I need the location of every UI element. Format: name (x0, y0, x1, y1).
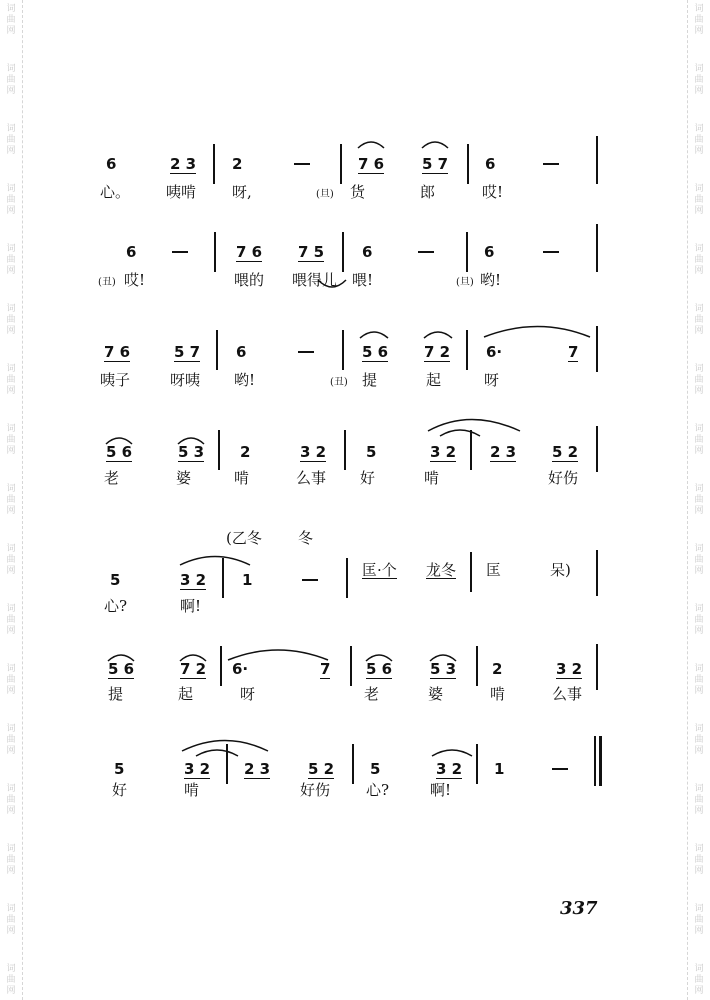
note: 5 (366, 443, 377, 461)
watermark-text: 词 曲 网 (694, 244, 704, 276)
watermark-text: 词 曲 网 (6, 124, 16, 156)
barline (596, 224, 598, 272)
note: 6· (486, 343, 503, 361)
note: 7 2 (180, 660, 207, 678)
watermark-text: 词 曲 网 (6, 664, 16, 696)
barline (470, 552, 472, 592)
barline (596, 426, 598, 472)
slur (196, 750, 238, 756)
lyric: 婆 (176, 469, 192, 487)
watermark-text: 词 曲 网 (694, 784, 704, 816)
watermark-text: 词 曲 网 (694, 844, 704, 876)
watermark-text: 词 曲 网 (6, 784, 16, 816)
sustain-dash (302, 579, 318, 581)
watermark-text: 词 曲 网 (6, 4, 16, 36)
note: 2 (232, 155, 243, 173)
note: 5 (110, 571, 121, 589)
slur (484, 327, 590, 338)
lyric: 提 (362, 371, 378, 389)
note: 5 7 (174, 343, 201, 361)
watermark-text: 词 曲 网 (6, 184, 16, 216)
watermark-text: 词 曲 网 (694, 904, 704, 936)
barline (216, 330, 218, 370)
barline (222, 558, 224, 598)
note: 6 (236, 343, 247, 361)
watermark-text: 词 曲 网 (6, 844, 16, 876)
note: 7 (568, 343, 579, 361)
percussion-text: 冬 (298, 529, 314, 547)
note: 3 2 (556, 660, 583, 678)
sustain-dash (298, 351, 314, 353)
note: 1 (242, 571, 253, 589)
watermark-text: 词 曲 网 (694, 124, 704, 156)
slur (424, 332, 452, 338)
percussion-text: (乙冬 (226, 529, 262, 547)
slur (428, 420, 520, 432)
sustain-dash (172, 251, 188, 253)
sustain-dash (543, 251, 559, 253)
note: 7 5 (298, 243, 325, 261)
watermark-text: 词 曲 网 (6, 244, 16, 276)
note: 6· (232, 660, 249, 678)
lyric: 啊! (180, 597, 202, 615)
watermark-text: 词 曲 网 (6, 964, 16, 996)
lyric: 呀 (240, 685, 256, 703)
sustain-dash (294, 163, 310, 165)
note: 6 (485, 155, 496, 173)
lyric: 起 (178, 685, 194, 703)
lyric: 么事 (552, 685, 583, 703)
note: 3 2 (430, 443, 457, 461)
page-number: 337 (560, 898, 598, 919)
watermark-text: 词 曲 网 (694, 424, 704, 456)
lyric: 呀 (484, 371, 500, 389)
watermark-text: 词 曲 网 (6, 64, 16, 96)
barline (340, 144, 342, 184)
barline (596, 136, 598, 184)
barline (342, 330, 344, 370)
final-barline (594, 736, 596, 786)
watermark-text: 词 曲 网 (694, 184, 704, 216)
lyric: 起 (426, 371, 442, 389)
note: 6 (484, 243, 495, 261)
note: 5 6 (366, 660, 393, 678)
barline (476, 646, 478, 686)
watermark-text: 词 曲 网 (694, 484, 704, 516)
lyric: 哎! (482, 183, 504, 201)
note: 5 3 (430, 660, 457, 678)
barline (218, 430, 220, 470)
lyric: 郎 (420, 183, 436, 201)
note: 7 (320, 660, 331, 678)
percussion-text: 呆) (550, 561, 571, 579)
note: 7 6 (104, 343, 131, 361)
barline (342, 232, 344, 272)
lyric: 提 (108, 685, 124, 703)
note: 5 7 (422, 155, 449, 173)
note: 2 (492, 660, 503, 678)
watermark-text: 词 曲 网 (694, 4, 704, 36)
lyric: 喂! (352, 271, 374, 289)
barline (346, 558, 348, 598)
sustain-dash (543, 163, 559, 165)
lyric: 哟! (480, 271, 502, 289)
note: 6 (362, 243, 373, 261)
watermark-text: 词 曲 网 (6, 604, 16, 636)
note: 3 2 (300, 443, 327, 461)
watermark-text: 词 曲 网 (694, 64, 704, 96)
watermark-text: 词 曲 网 (694, 364, 704, 396)
sustain-dash (552, 768, 568, 770)
lyric: 好伤 (300, 781, 331, 799)
watermark-text: 词 曲 网 (6, 724, 16, 756)
watermark-text: 词 曲 网 (6, 904, 16, 936)
slur (228, 650, 328, 660)
slur (440, 430, 480, 436)
right-watermark-strip (687, 0, 710, 1000)
watermark-text: 词 曲 网 (694, 664, 704, 696)
lyric: 好伤 (548, 469, 579, 487)
percussion-text: 匡·个 (362, 561, 397, 579)
final-barline (599, 736, 602, 786)
barline (596, 550, 598, 596)
slur (432, 750, 472, 756)
lyric: 货 (350, 183, 366, 201)
slur (358, 142, 384, 148)
note: 3 2 (184, 760, 211, 778)
watermark-text: 词 曲 网 (6, 304, 16, 336)
note: 7 6 (236, 243, 263, 261)
lyric: 啊! (430, 781, 452, 799)
lyric: 老 (104, 469, 120, 487)
lyric: 啃 (490, 685, 506, 703)
lyric: 咦啃 (166, 183, 197, 201)
note: 5 6 (362, 343, 389, 361)
note: 7 6 (358, 155, 385, 173)
lyric: 喂得儿 (292, 271, 338, 289)
watermark-text: 词 曲 网 (6, 544, 16, 576)
note: 5 6 (108, 660, 135, 678)
note: 7 2 (424, 343, 451, 361)
slur (180, 557, 250, 566)
lyric: 哎! (124, 271, 146, 289)
note: 1 (494, 760, 505, 778)
percussion-text: 龙冬 (426, 561, 457, 579)
role-marker: (旦) (456, 277, 474, 288)
sustain-dash (418, 251, 434, 253)
percussion-text: 匡 (486, 561, 502, 579)
role-marker: (丑) (98, 277, 116, 288)
barline (466, 232, 468, 272)
lyric: 婆 (428, 685, 444, 703)
note: 2 3 (490, 443, 517, 461)
barline (213, 144, 215, 184)
slur (422, 142, 448, 148)
note: 5 3 (178, 443, 205, 461)
watermark-text: 词 曲 网 (694, 304, 704, 336)
barline (226, 744, 228, 784)
lyric: 啃 (234, 469, 250, 487)
slur (182, 741, 268, 752)
barline (476, 744, 478, 784)
lyric: 哟! (234, 371, 256, 389)
barline (467, 144, 469, 184)
barline (596, 326, 598, 372)
watermark-text: 词 曲 网 (694, 604, 704, 636)
note: 5 6 (106, 443, 133, 461)
note: 3 2 (436, 760, 463, 778)
lyric: 好 (360, 469, 376, 487)
note: 6 (106, 155, 117, 173)
slur (360, 332, 388, 338)
lyric: 么事 (296, 469, 327, 487)
barline (220, 646, 222, 686)
note: 5 2 (552, 443, 579, 461)
role-marker: (旦) (316, 189, 334, 200)
lyric: 老 (364, 685, 380, 703)
barline (470, 430, 472, 470)
lyric: 呀咦 (170, 371, 201, 389)
watermark-text: 词 曲 网 (6, 484, 16, 516)
barline (344, 430, 346, 470)
lyric: 心? (104, 597, 128, 615)
lyric: 咦子 (100, 371, 131, 389)
lyric: 心。 (100, 183, 131, 201)
lyric: 心? (366, 781, 390, 799)
left-watermark-strip (0, 0, 23, 1000)
lyric: 呀, (232, 183, 252, 201)
watermark-text: 词 曲 网 (694, 544, 704, 576)
lyric: 喂的 (234, 271, 265, 289)
watermark-text: 词 曲 网 (694, 964, 704, 996)
note: 3 2 (180, 571, 207, 589)
lyric: 好 (112, 781, 128, 799)
note: 2 3 (244, 760, 271, 778)
barline (350, 646, 352, 686)
note: 5 2 (308, 760, 335, 778)
note: 2 (240, 443, 251, 461)
note: 2 3 (170, 155, 197, 173)
note: 5 (114, 760, 125, 778)
watermark-text: 词 曲 网 (6, 424, 16, 456)
note: 6 (126, 243, 137, 261)
lyric: 啃 (184, 781, 200, 799)
barline (214, 232, 216, 272)
watermark-text: 词 曲 网 (6, 364, 16, 396)
note: 5 (370, 760, 381, 778)
role-marker: (丑) (330, 377, 348, 388)
barline (352, 744, 354, 784)
barline (596, 644, 598, 690)
watermark-text: 词 曲 网 (694, 724, 704, 756)
lyric: 啃 (424, 469, 440, 487)
barline (466, 330, 468, 370)
